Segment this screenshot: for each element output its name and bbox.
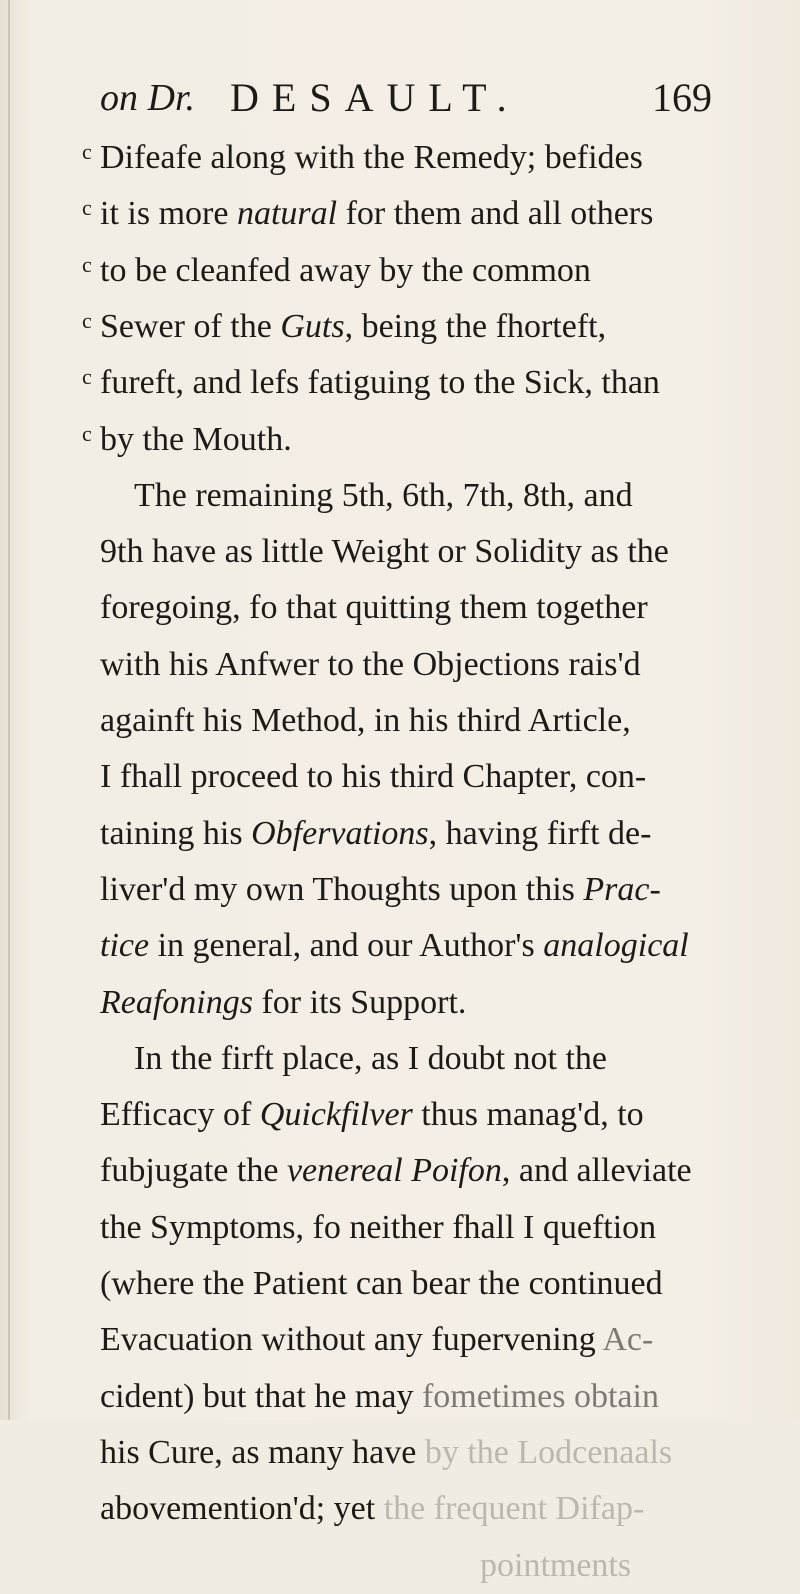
page-gutter bbox=[8, 0, 10, 1420]
text-run: (where the Patient can bear the continued bbox=[100, 1265, 663, 1302]
text-line bbox=[100, 806, 710, 862]
text-line bbox=[100, 862, 710, 918]
text-line bbox=[100, 1087, 710, 1143]
text-line bbox=[82, 186, 710, 242]
text-line bbox=[100, 749, 710, 805]
text-line bbox=[100, 524, 710, 580]
text-run: it is more bbox=[100, 195, 237, 233]
text-line bbox=[100, 918, 710, 974]
text-run: his Cure, as many have bbox=[100, 1433, 425, 1471]
text-run: Difeafe along with the Remedy; befides bbox=[100, 139, 643, 176]
italic-text: tice bbox=[100, 927, 150, 965]
text-run: for them and all others bbox=[337, 195, 654, 233]
text-line bbox=[100, 1369, 710, 1425]
italic-text: analogical bbox=[543, 927, 689, 965]
text-run: Sewer of the bbox=[100, 307, 281, 345]
text-line bbox=[100, 580, 710, 636]
text-line bbox=[100, 693, 710, 749]
text-line bbox=[100, 1143, 710, 1199]
text-line bbox=[82, 412, 710, 468]
italic-text: Prac- bbox=[583, 870, 661, 908]
quote-mark: c bbox=[82, 420, 92, 446]
italic-text: Obfervations bbox=[251, 814, 429, 852]
text-line bbox=[134, 1031, 744, 1087]
text-run: for its Support. bbox=[252, 983, 467, 1021]
text-run: thus manag'd, to bbox=[412, 1096, 644, 1134]
text-run: Efficacy of bbox=[100, 1096, 260, 1134]
italic-text: Reafonings bbox=[100, 983, 253, 1021]
italic-text: Quickfilver bbox=[259, 1096, 413, 1134]
text-run: fometimes obtain bbox=[421, 1377, 659, 1415]
text-run: by the Mouth. bbox=[100, 420, 292, 458]
text-run: I fhall proceed to his third Chapter, con- bbox=[100, 758, 647, 796]
text-run: , being the fhorteft, bbox=[344, 307, 607, 345]
text-line bbox=[100, 1200, 710, 1256]
text-run: pointments bbox=[480, 1546, 632, 1584]
quote-mark: c bbox=[82, 364, 92, 390]
text-run: the Symptoms, fo neither fhall I queftion bbox=[100, 1208, 657, 1246]
text-run: foregoing, fo that quitting them together bbox=[100, 589, 648, 627]
quote-mark: c bbox=[82, 139, 92, 164]
header-prefix: on Dr. bbox=[100, 77, 196, 119]
text-run: 9th have as little Weight or Solidity as the bbox=[100, 533, 669, 571]
text-run: by the Lodcenaals bbox=[424, 1433, 673, 1471]
text-run: Ac- bbox=[602, 1321, 654, 1359]
text-run: liver'd my own Thoughts upon this bbox=[100, 870, 584, 908]
text-run: taining his bbox=[100, 814, 252, 852]
italic-text: natural bbox=[236, 195, 338, 233]
text-run: fureft, and lefs fatiguing to the Sick, than bbox=[100, 364, 660, 402]
header-author-name: DESAULT. bbox=[230, 75, 520, 120]
quote-mark: c bbox=[82, 195, 92, 221]
text-line bbox=[100, 637, 710, 693]
text-run: In the firft place, as I doubt not the bbox=[134, 1039, 608, 1077]
text-run: , and alleviate bbox=[501, 1152, 692, 1190]
text-run: The remaining 5th, 6th, 7th, 8th, and bbox=[134, 476, 633, 514]
text-line bbox=[100, 975, 710, 1031]
text-line bbox=[82, 299, 710, 355]
text-line bbox=[82, 355, 710, 411]
quote-mark: c bbox=[82, 251, 92, 277]
text-run: fubjugate the bbox=[100, 1152, 287, 1190]
text-line bbox=[480, 1538, 710, 1594]
text-run: cident) but that he may bbox=[100, 1377, 422, 1415]
page-number: 169 bbox=[652, 75, 712, 120]
text-line bbox=[100, 1425, 710, 1481]
text-line bbox=[100, 1312, 710, 1368]
text-run: in general, and our Author's bbox=[149, 927, 544, 965]
text-line bbox=[100, 1256, 710, 1312]
italic-text: venereal Poifon bbox=[286, 1152, 502, 1190]
text-run: with his Anfwer to the Objections rais'd bbox=[100, 645, 641, 683]
text-run: Evacuation without any fupervening bbox=[100, 1321, 603, 1359]
text-run: abovemention'd; yet bbox=[100, 1490, 384, 1528]
text-line bbox=[82, 243, 710, 299]
text-line bbox=[82, 130, 710, 186]
text-run: , having firft de- bbox=[428, 814, 652, 852]
quote-mark: c bbox=[82, 307, 92, 333]
text-run: againft his Method, in his third Article, bbox=[100, 702, 631, 739]
italic-text: Guts bbox=[280, 307, 345, 345]
running-header bbox=[100, 72, 712, 124]
text-line bbox=[134, 468, 744, 524]
text-run: to be cleanfed away by the common bbox=[100, 251, 591, 289]
text-line bbox=[100, 1481, 710, 1537]
text-run: the frequent Difap- bbox=[383, 1490, 645, 1528]
